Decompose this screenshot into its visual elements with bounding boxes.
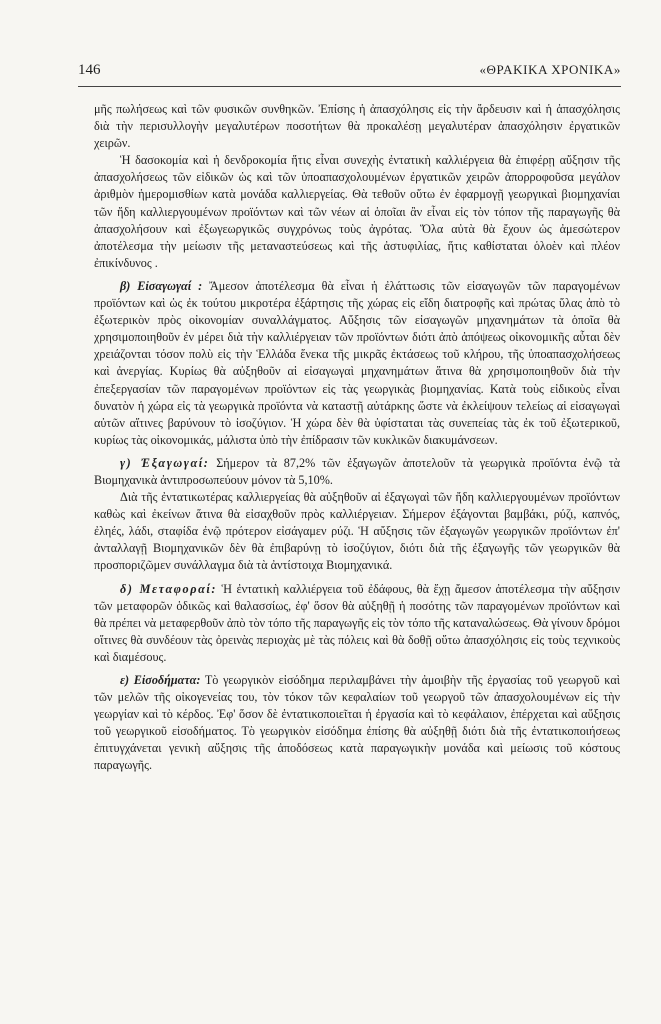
- body-text: [94, 101, 620, 775]
- section-incomes: [94, 672, 620, 775]
- section-exports: [94, 455, 620, 489]
- section-text-exports: Σήμερον τὰ 87,2% τῶν ἐξαγωγῶν ἀποτελοῦν τὰ γεωργικὰ προϊόντα ἐνῷ τὰ Βιομηχανικὰ ἀντιπροσωπεύουν μόνον τὰ 5,10%.: [94, 455, 620, 487]
- paragraph-1: μῆς πωλήσεως καὶ τῶν φυσικῶν συνθηκῶν. Ἐπίσης ἡ ἀπασχόλησις εἰς τὴν ἄρδευσιν καὶ ἡ ἀπασχόλησις διὰ τὴν περισυλλογὴν μεγαλυτέρων ποσοτήτων θὰ προκαλέσῃ μεγαλυτέραν ἀπασχόλησιν ἐργατικῶν χειρῶν.: [94, 102, 620, 151]
- section-heading-imports: β) Εἰσαγωγαί :: [120, 278, 203, 293]
- section-text-imports: Ἄμεσον ἀποτέλεσμα θὰ εἶναι ἡ ἐλάττωσις τῶν εἰσαγωγῶν τῶν παραγομένων προϊόντων καὶ ὡς ἐκ τούτου μικροτέρα ἐξάρτησις τῆς χώρας εἰς εἴδη διατροφῆς καὶ πρώτας ὕλας ἀπὸ τὸ ἐξωτερικὸν πρὸς οἰκονομίαν συναλλάγματος. Αὔξησις τῶν εἰσαγωγῶν μηχανημάτων τὰ ὁποῖα θὰ χρησιμοποιηθοῦν ἐν μέρει διὰ τὴν καλλιέργειαν τῶν προϊόντων διότι ἀπὸ ἀπόψεως οἰκονομικῆς αὗται δὲν χρειάζονται τόσον πολὺ εἰς τὴν Ἑλλάδα ἕνεκα τῆς μικρᾶς ἐκτάσεως τοῦ κλήρου, τῆς ὑποαπασχολήσεως καὶ ἀνεργίας. Κυρίως θὰ αὐξηθοῦν αἱ εἰσαγωγαὶ μηχανημάτων ἅτινα θὰ χρησιμοποιηθοῦν διὰ τὴν ἐπεξεργασίαν τῶν παραγομένων προϊόντων εἰς τὰς γεωργικὰς βιομηχανίας. Κατὰ τοὺς εἰδικοὺς εἶναι δυνατὸν ἡ χώρα εἰς τὰ γεωργικὰ προϊόντα νὰ καταστῇ αὐτάρκης ὥστε νὰ ἐκλείψουν τελείως αἱ εἰσαγωγαὶ αὐτῶν αἵτινες βαρύνουν τὸ ἰσοζύγιον. Ἡ χώρα δὲν θὰ ὑφίσταται τὰς συνεπείας τὰς ἐκ τοῦ ἐξωτερικοῦ, κυρίως τὰς οἰκονομικάς, μάλιστα ὑπὸ τὴν ἐπίδρασιν τῶν κυκλικῶν διακυμάνσεων.: [94, 278, 620, 447]
- section-heading-incomes: ε) Εἰσοδήματα:: [120, 673, 201, 687]
- running-head: «ΘΡΑΚΙΚΑ ΧΡΟΝΙΚΑ»: [479, 62, 621, 77]
- section-transport: [94, 581, 620, 666]
- section-heading-transport: δ) Μεταφοραί:: [120, 581, 218, 596]
- paragraph-exports-continued: Διὰ τῆς ἐντατικωτέρας καλλιεργείας θὰ αὐξηθοῦν αἱ ἐξαγωγαὶ τῶν ἤδη καλλιεργουμένων προϊόντων καθὼς καὶ ἐκείνων ἅτινα θὰ εἰσαχθοῦν πρὸς καλλιέργειαν. Σήμερον ἐξάγονται βαμβάκι, ρύζι, καπνός, ἐληές, λάδι, σταφίδα ἐνῷ πρότερον εἰσάγαμεν ρύζι. Ἡ αὔξησις τῶν ἐξαγωγῶν γεωργικῶν προϊόντων ἐπ' ἀνταλλαγῇ Βιομηχανικῶν δὲν θὰ ἐπιβαρύνῃ τὸ ἰσοζύγιον, διότι διὰ τῆς ἐξαγωγῆς τῶν γεωργικῶν θὰ προσποριζῶμεν συνάλλαγμα διὰ τὰ ἀντίστοιχα Βιομηχανικά.: [94, 490, 620, 573]
- page-number: 146: [78, 62, 101, 78]
- section-imports: [94, 278, 620, 449]
- header-rule: [78, 86, 621, 87]
- paragraph-2: Ἡ δασοκομία καὶ ἡ δενδροκομία ἥτις εἶναι συνεχὴς ἐντατικὴ καλλιέργεια θὰ ἐπιφέρῃ αὔξησιν τῆς ἀπασχολήσεως τῶν εἰδικῶν ὡς καὶ τῶν ὑποαπασχολουμένων ἐργατικῶν χειρῶν ἀπορροφοῦσα μεγάλον ἀριθμὸν ἡμερομισθίων κατὰ μονάδα καλλιεργείας. Θὰ τεθοῦν οὕτω ἐν ἐφαρμογῇ γεωργικαὶ βιομηχανίαι τῶν ἤδη καλλιεργουμένων προϊόντων καὶ τῶν νέων αἱ ὁποῖαι ἂν εἶναι εἰς τὸν τόπον τῆς παραγωγῆς θὰ ἀπασχολήσουν καὶ ἐξωγεωργικῶς συγχρόνως τοὺς ἀγρότας. Ὅλα αὐτὰ θὰ ἔχουν ὡς ἀμεσώτερον ἀποτέλεσμα τὴν μείωσιν τῆς μεταναστεύσεως καὶ τῆς ἀστυφιλίας, ἥτις καθίσταται ὁλοὲν καὶ πλέον ἐπικίνδυνος .: [94, 153, 620, 270]
- section-heading-exports: γ) Ἐξαγωγαί:: [120, 455, 210, 470]
- section-text-incomes: Τὸ γεωργικὸν εἰσόδημα περιλαμβάνει τὴν ἀμοιβὴν τῆς ἐργασίας τοῦ γεωργοῦ καὶ τῶν μελῶν τῆς οἰκογενείας του, τὸν τόκον τῶν κεφαλαίων τοῦ γεωργοῦ τῶν ἀπασχολουμένων εἰς τὴν γεωργίαν καὶ τὸ κέρδος. Ἐφ' ὅσον δὲ ἐντατικοποιεῖται ἡ ἐργασία καὶ τὸ κεφάλαιον, ἐπέρχεται καὶ αὔξησις τοῦ γεωργικοῦ εἰσοδήματος. Τὸ γεωργικὸν εἰσόδημα ἐπίσης θὰ αὐξηθῇ διότι διὰ τῆς ἐντατικοποιήσεως ἐπιτυγχάνεται γενικὴ αὔξησις τῆς ἀποδόσεως κατὰ παραγωγικὴν μονάδα καὶ μείωσις τοῦ κόστους παραγωγῆς.: [94, 673, 620, 773]
- section-text-transport: Ἡ ἐντατικὴ καλλιέργεια τοῦ ἐδάφους, θὰ ἔχῃ ἄμεσον ἀποτέλεσμα τὴν αὔξησιν τῶν μεταφορῶν ὁδικῶς καὶ θαλασσίως, ἐφ' ὅσον θὰ αὐξηθῇ ἡ ποσότης τῶν παραγομένων προϊόντων καὶ θὰ πρέπει νὰ μεταφερθοῦν ἀπὸ τὸν τόπο τῆς παραγωγῆς εἰς τὸν τόπο τῆς καταναλώσεως. Θὰ γίνουν δρόμοι οἵτινες θὰ συνδέουν τὰς ὀρεινὰς περιοχὰς μὲ τὰς πόλεις καὶ θὰ δοθῇ οὕτω ἀπασχόλησις εἰς τοὺς τεχνικοὺς καὶ διαμέσους.: [94, 581, 620, 664]
- page-header: [78, 62, 621, 84]
